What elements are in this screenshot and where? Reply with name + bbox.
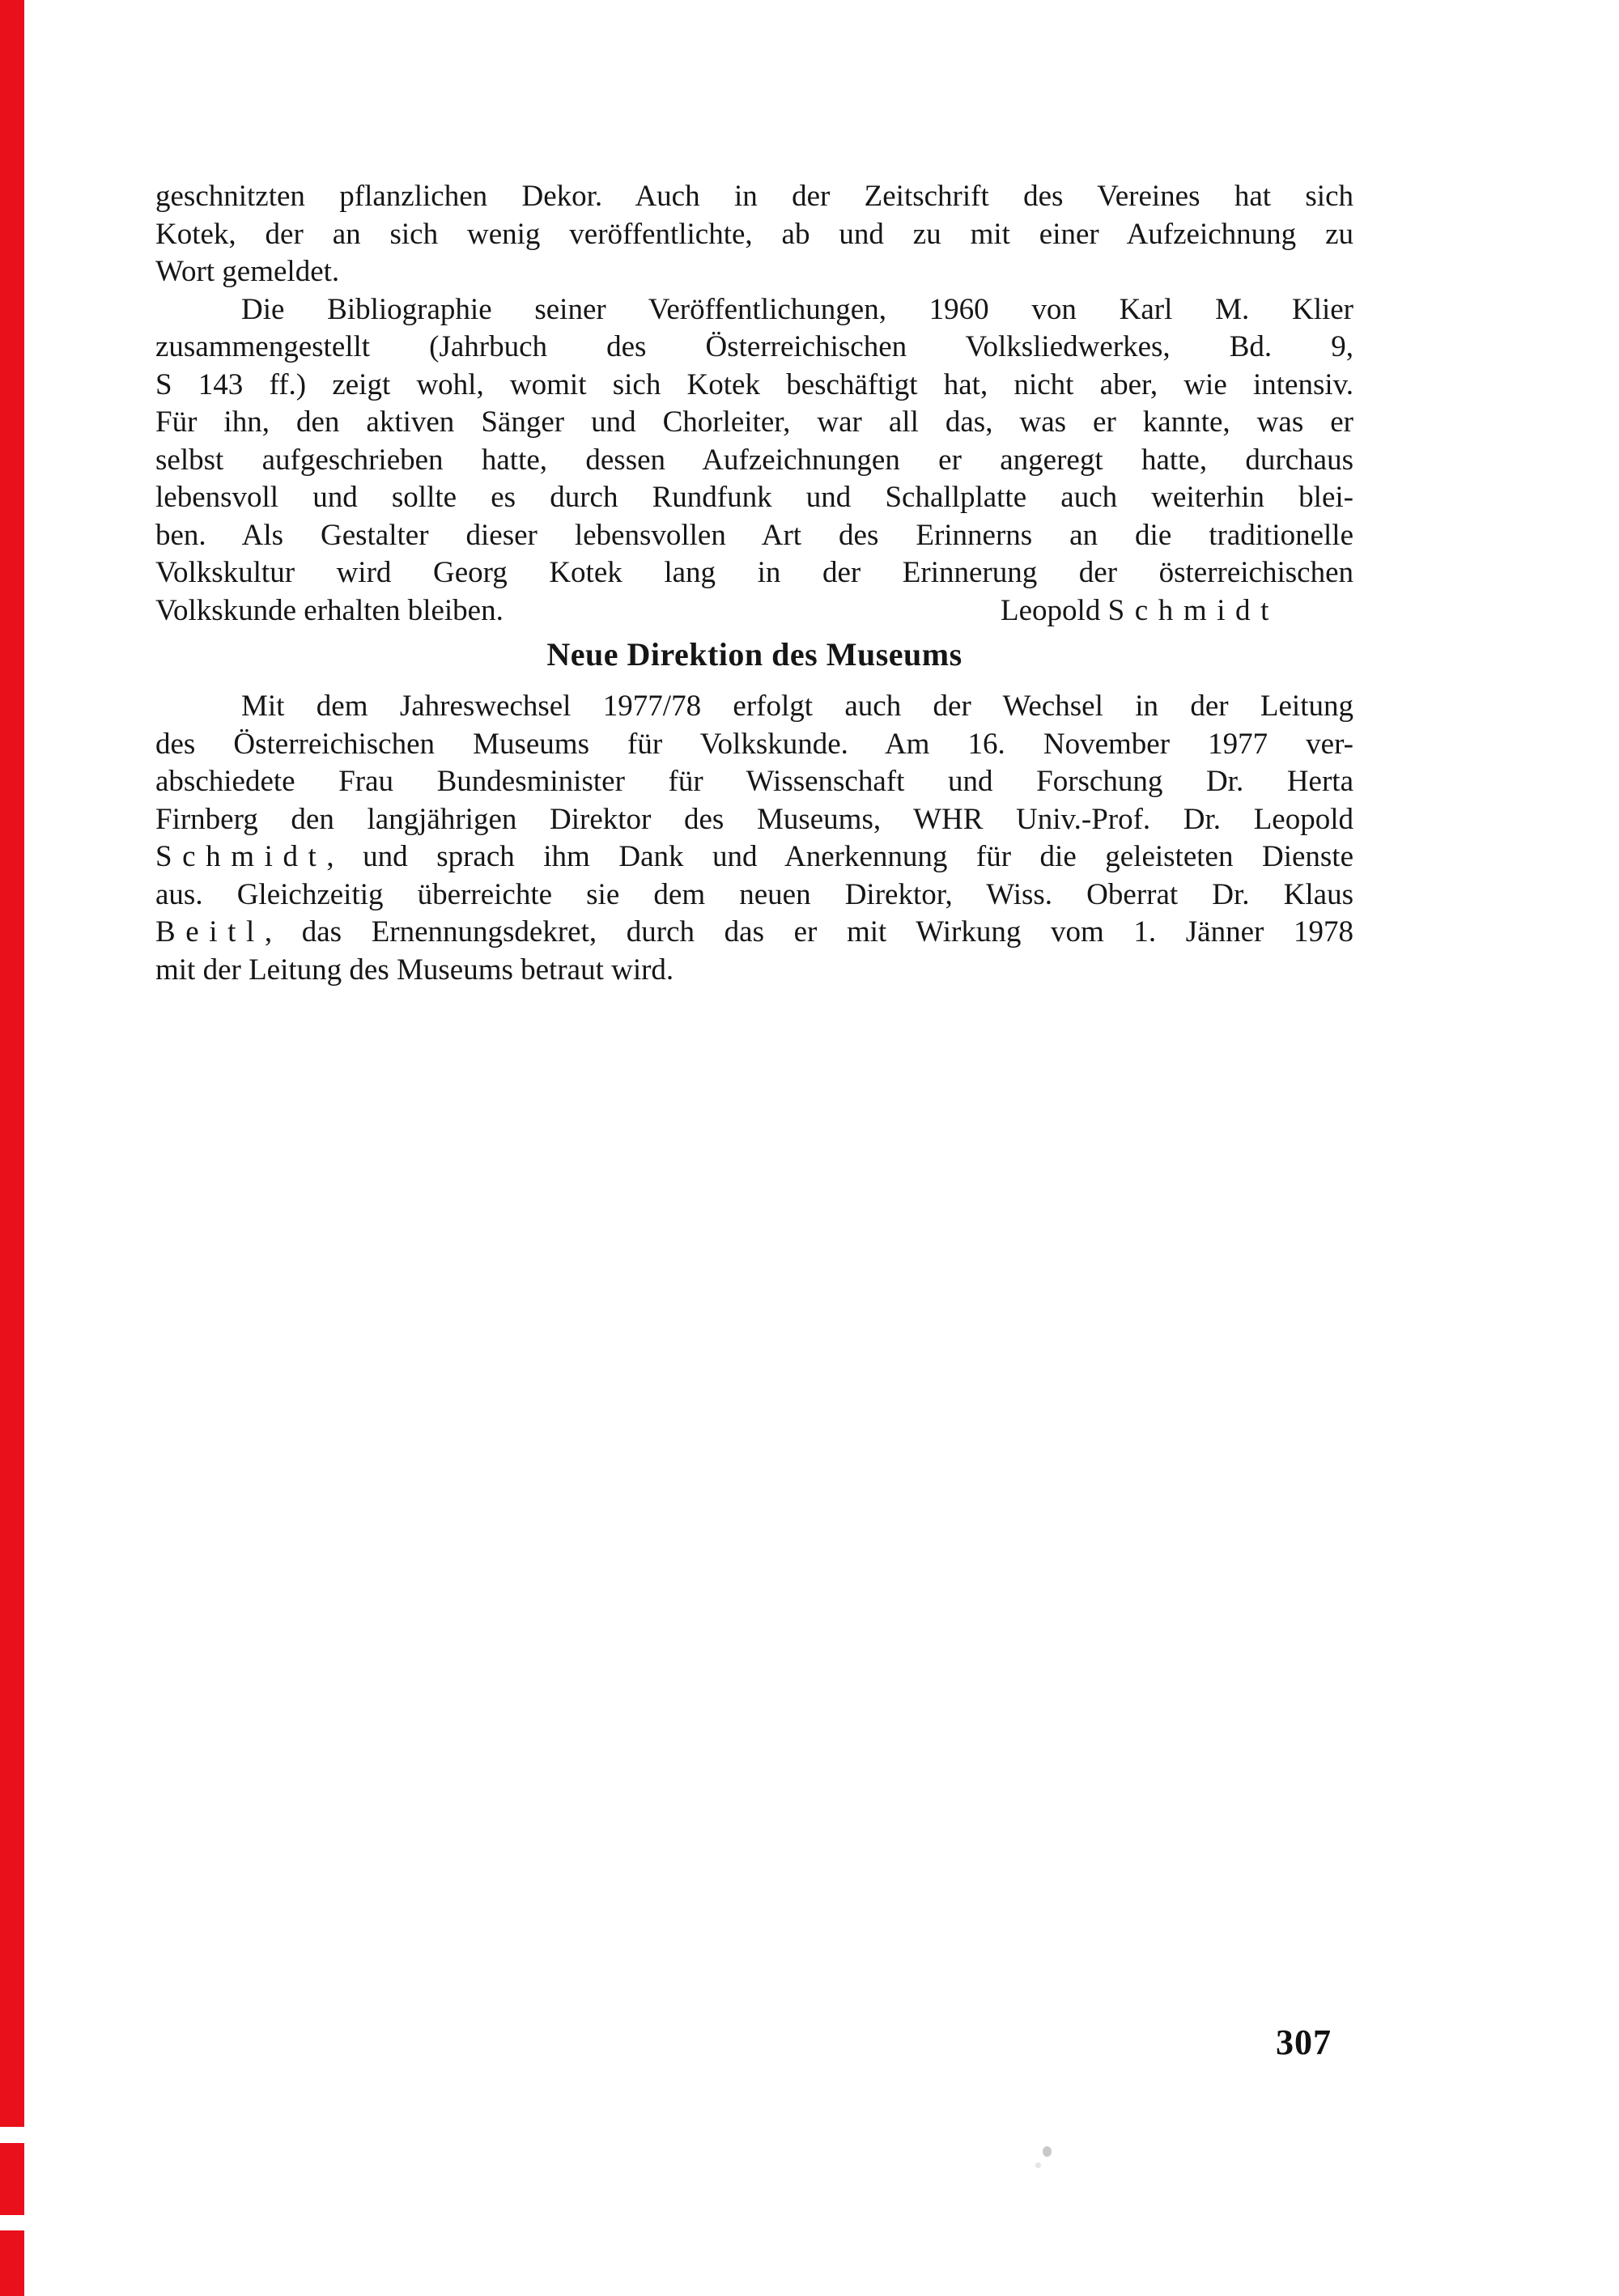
text-segment: lebensvoll und sollte es durch Rundfunk und Schallplatte auch weiterhin blei- — [155, 481, 1353, 514]
text-segment: Leopold — [1001, 593, 1108, 627]
text-segment: abschiedete Frau Bundesminister für Wissenschaft und Forschung Dr. Herta — [155, 765, 1353, 798]
text-segment: selbst aufgeschrieben hatte, dessen Aufzeichnungen er angeregt hatte, durchaus — [155, 443, 1353, 477]
text-segment: Wort gemeldet. — [155, 255, 340, 288]
text-segment: ben. Als Gestalter dieser lebensvollen Art des Erinnerns an die traditionelle — [155, 518, 1353, 552]
text-line — [155, 517, 1353, 555]
text-line — [155, 554, 1353, 592]
scan-edge-stripe-gap — [0, 2127, 24, 2143]
text-line — [155, 952, 1353, 990]
text-line — [155, 688, 1353, 726]
intro-text-block — [155, 178, 1353, 630]
text-segment: Kotek, der an sich wenig veröffentlichte, ab und zu mit einer Aufzeichnung zu — [155, 217, 1353, 251]
text-line — [155, 801, 1353, 839]
scan-edge-stripe-gap — [0, 2215, 24, 2230]
text-segment: , das Ernennungsdekret, durch das er mit Wirkung vom 1. Jänner 1978 — [264, 915, 1353, 949]
line-left-part — [155, 592, 504, 630]
letterspaced-name: Schmidt — [155, 840, 327, 873]
scan-artifact — [1043, 2146, 1052, 2157]
text-segment: S 143 ff.) zeigt wohl, womit sich Kotek beschäftigt hat, nicht aber, wie intensiv. — [155, 367, 1353, 401]
scan-artifact — [1035, 2162, 1041, 2168]
paragraph — [155, 178, 1353, 291]
section-text-block — [155, 688, 1353, 989]
text-line — [155, 592, 1353, 630]
text-segment: , und sprach ihm Dank und Anerkennung für die geleisteten Dienste — [326, 840, 1353, 873]
paragraph — [155, 291, 1353, 630]
text-segment: Für ihn, den aktiven Sänger und Chorleiter, war all das, was er kannte, was er — [155, 405, 1353, 439]
text-segment: des Österreichischen Museums für Volkskunde. Am 16. November 1977 ver- — [155, 727, 1353, 761]
text-line — [155, 404, 1353, 442]
text-line — [155, 838, 1353, 876]
text-line — [155, 763, 1353, 801]
text-line — [155, 367, 1353, 405]
text-segment: aus. Gleichzeitig überreichte sie dem neuen Direktor, Wiss. Oberrat Dr. Klaus — [155, 877, 1353, 911]
text-line — [155, 479, 1353, 517]
text-line — [155, 253, 1353, 291]
text-line — [155, 726, 1353, 764]
text-line — [155, 329, 1353, 367]
text-segment: Die Bibliographie seiner Veröffentlichungen, 1960 von Karl M. Klier — [241, 292, 1353, 326]
text-segment: Volkskultur wird Georg Kotek lang in der Erinnerung der österreichischen — [155, 556, 1353, 589]
text-line — [155, 442, 1353, 480]
page-number: 307 — [1276, 2022, 1332, 2062]
scan-edge-stripe — [0, 0, 24, 2296]
paragraph — [155, 688, 1353, 989]
text-line — [155, 216, 1353, 254]
letterspaced-name: Schmidt — [1107, 593, 1279, 627]
text-line — [155, 291, 1353, 329]
text-line — [155, 914, 1353, 952]
text-segment: geschnitzten pflanzlichen Dekor. Auch in der Zeitschrift des Vereines hat sich — [155, 180, 1353, 213]
text-segment: zusammengestellt (Jahrbuch des Österreichischen Volksliedwerkes, Bd. 9, — [155, 330, 1353, 363]
text-column — [155, 178, 1353, 989]
text-segment: Mit dem Jahreswechsel 1977/78 erfolgt auch der Wechsel in der Leitung — [241, 690, 1353, 723]
text-segment: mit der Leitung des Museums betraut wird. — [155, 953, 674, 987]
text-segment: Firnberg den langjährigen Direktor des Museums, WHR Univ.-Prof. Dr. Leopold — [155, 802, 1353, 836]
text-line — [155, 178, 1353, 216]
signature — [1001, 592, 1279, 630]
section-heading: Neue Direktion des Museums — [546, 636, 962, 673]
text-segment: Volkskunde erhalten bleiben. — [155, 593, 504, 627]
letterspaced-name: Beitl — [155, 915, 265, 949]
text-line — [155, 876, 1353, 915]
